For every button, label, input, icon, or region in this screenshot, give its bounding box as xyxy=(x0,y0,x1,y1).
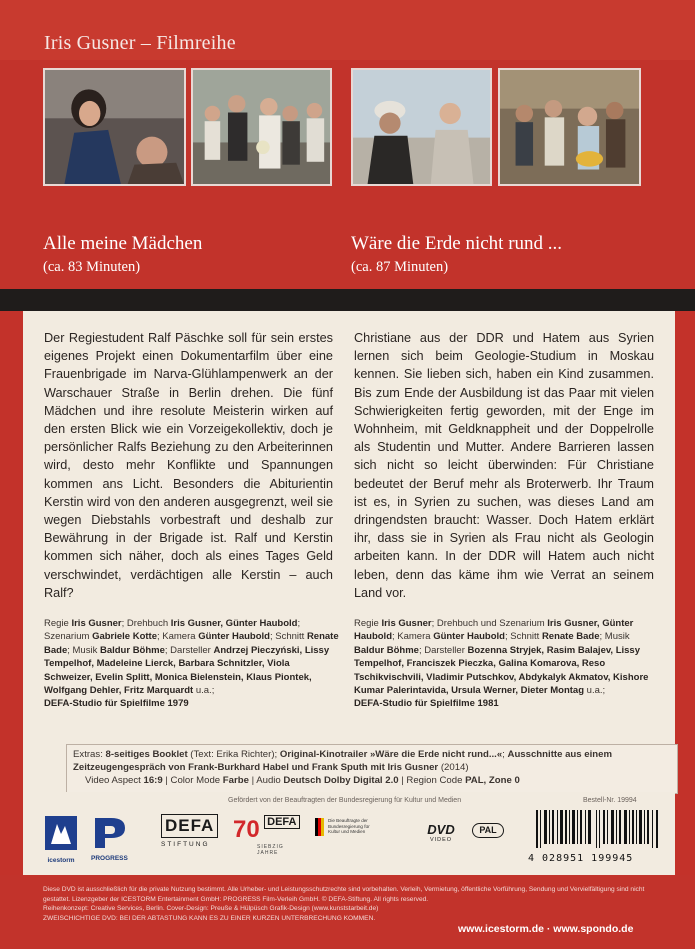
defa70-number: 70 xyxy=(233,816,260,843)
film2-photo-2 xyxy=(498,68,641,186)
eagle-icon xyxy=(315,818,325,836)
barcode xyxy=(528,810,668,870)
order-number: Bestell-Nr. 19994 xyxy=(583,797,637,804)
credit-label: ; Musik xyxy=(599,631,630,643)
extra-booklet-note: (Text: Erika Richter); xyxy=(187,749,280,760)
film2-credits xyxy=(354,617,654,711)
credit-value: Günter Haubold xyxy=(198,631,270,643)
credit-label: u.a.; xyxy=(193,685,215,697)
aspect-label: Video Aspect xyxy=(85,775,144,786)
credit-value: Iris Gusner, Günter Haubold xyxy=(170,618,298,629)
bund-text: Die Beauftragte der Bundesregierung für Kultur und Medien xyxy=(328,818,370,835)
audio-value: Deutsch Dolby Digital 2.0 xyxy=(283,775,399,786)
dvd-video-logo xyxy=(421,822,461,852)
credit-label: ; Drehbuch xyxy=(121,618,169,629)
credit-value: Gabriele Kotte xyxy=(92,631,157,643)
credit-value: Iris Gusner xyxy=(381,618,432,629)
barcode-icon xyxy=(536,810,666,848)
barcode-number: 4 028951 199945 xyxy=(528,853,634,864)
tech-info-box xyxy=(66,744,678,794)
icestorm-icon xyxy=(43,814,79,852)
film2-duration: (ca. 87 Minuten) xyxy=(351,259,449,275)
credit-label: ; Kamera xyxy=(392,631,431,643)
region-label: | Region Code xyxy=(398,775,466,786)
extra-booklet: 8-seitiges Booklet xyxy=(105,749,188,760)
defa70-sub: SIEBZIG JAHRE xyxy=(257,844,284,856)
film2-title: Wäre die Erde nicht rund ... xyxy=(351,233,563,254)
website-links[interactable]: www.icestorm.de · www.spondo.de xyxy=(458,923,634,935)
color-label: | Color Mode xyxy=(162,775,223,786)
credit-label: ; Schnitt xyxy=(504,631,540,643)
film1-duration: (ca. 83 Minuten) xyxy=(43,259,141,275)
film1-credits xyxy=(44,617,339,711)
credit-value: Renate Bade xyxy=(44,631,339,656)
film1-photo-2 xyxy=(191,68,332,186)
credit-label: ; Kamera xyxy=(157,631,196,643)
credit-label: ; Darsteller xyxy=(418,644,465,656)
film2-synopsis: Christiane aus der DDR und Hatem aus Syrien lernen sich beim Geologie-Studium in Moskau kennen. Sie lieben sich, haben ein Kind zusammen. Bis zum Ende der Ausbildung ist das Paar mit vielen Schwierigkeiten fertig geworden, mit der Enge im Wohnheim, mit Geldknappheit und der Doppelrolle als Studentin und Mutter. Andere Barrieren lassen sich nicht so leicht überwinden: Für Christiane bedeutet der Beruf mehr als Broterwerb. Ihr Traum ist es, in Syrien zu suchen, was dieses Land am dringendsten braucht: Wasser. Doch Hatem erklärt ihr, dass sie in Syrien als Frau nicht als Geologin arbeiten kann. In der DDR will Hatem auch nicht leben, denn das käme ihm wie Verrat an seinem Land vor. xyxy=(354,331,654,600)
credit-label: Regie xyxy=(354,618,379,629)
icestorm-logo xyxy=(43,814,79,864)
icestorm-label: icestorm xyxy=(47,857,75,864)
film1-photo-1 xyxy=(43,68,186,186)
defa-stiftung-label: STIFTUNG xyxy=(161,841,210,848)
credit-value: Renate Bade xyxy=(541,631,600,643)
bund-logo xyxy=(315,818,385,858)
progress-label: PROGRESS xyxy=(91,855,128,862)
progress-logo xyxy=(91,814,151,864)
funding-note: Gefördert von der Beauftragten der Bundesregierung für Kultur und Medien xyxy=(228,797,462,804)
credit-label: ; Drehbuch und Szenarium xyxy=(431,618,545,629)
defa-wordmark: DEFA xyxy=(161,814,218,838)
extras-label: Extras: xyxy=(73,749,106,760)
studio: DEFA-Studio für Spielfilme 1979 xyxy=(44,698,189,710)
defa70-wordmark: DEFA xyxy=(264,815,299,829)
credit-label: ; Szenarium xyxy=(44,618,301,643)
credit-value: Günter Haubold xyxy=(433,631,505,643)
defa-stiftung-logo xyxy=(161,814,221,866)
separator: ; xyxy=(502,749,508,760)
color-value: Farbe xyxy=(222,775,249,786)
film1-synopsis: Der Regiestudent Ralf Päschke soll für sein erstes eigenes Projekt einen Dokumentarfilm über eine Frauenbrigade im Narva-Glühlampenwerk an der Warschauer Straße in Berlin drehen. Die fünf Mädchen und ihre resolute Meisterin wirken auf den ersten Blick wie ein Vorzeigekollektiv, doch je persönlicher Ralfs Beziehung zu den Arbeiterinnen wird, desto mehr Konflikte und Spannungen kommen ans Licht. Besonders die Abiturientin Kerstin wird von den anderen ausgegrenzt, weil sie wegen Diebstahls vorbestraft und deshalb zur Bewährung in der Brigade ist. Ralf und Kerstin kommen sich näher, doch als eines Tages Geld verschwindet, verdächtigen alle Kerstin – auch Ralf? xyxy=(44,331,333,600)
legal-text xyxy=(43,885,663,923)
pal-badge: PAL xyxy=(472,823,504,838)
credit-value: Iris Gusner xyxy=(71,618,122,629)
divider-band xyxy=(0,289,695,311)
extra-clips-year: (2014) xyxy=(438,762,469,773)
sponsor-area xyxy=(23,792,675,875)
credit-label: ; Musik xyxy=(67,644,98,656)
credit-value: Baldur Böhme xyxy=(354,644,419,656)
audio-label: | Audio xyxy=(248,775,284,786)
series-header xyxy=(0,0,695,60)
aspect-value: 16:9 xyxy=(143,775,163,786)
extra-clips: Ausschnitte aus einem Zeitzeugengespräch von Frank-Burkhard Habel und Frank Sputh mit Iris Gusner xyxy=(73,749,613,773)
credit-label: ; Darsteller xyxy=(164,644,211,656)
dvd-wordmark: DVD xyxy=(427,822,455,837)
region-value: PAL, Zone 0 xyxy=(465,775,520,786)
credit-value: Baldur Böhme xyxy=(99,644,165,656)
credit-label: u.a.; xyxy=(584,685,606,697)
footer xyxy=(0,875,695,949)
studio: DEFA-Studio für Spielfilme 1981 xyxy=(354,698,499,710)
extra-trailer: Original-Kinotrailer »Wäre die Erde nicht rund...« xyxy=(279,749,503,760)
legal-line-1: Diese DVD ist ausschließlich für die private Nutzung bestimmt. Alle Urheber- und Leistungsschutzrechte sind vorbehalten. Verleih, Vermietung, öffentliche Vorführung, Sendung und Vervielfältigung sind nicht gestattet. Lizenzgeber der ICESTORM Entertainment GmbH: PROGRESS Film-Verleih GmbH. © DEFA-Stiftung. All rights reserved. xyxy=(43,886,645,903)
dvd-video-label: VIDEO xyxy=(429,837,453,843)
legal-line-3: ZWEISCHICHTIGE DVD: BEI DER ABTASTUNG KANN ES ZU EINER KURZEN UNTERBRECHUNG KOMMEN. xyxy=(43,914,376,922)
defa-70-logo xyxy=(233,816,303,864)
credit-label: ; Schnitt xyxy=(269,631,305,643)
credit-value: Bozenna Stryjek, Rasim Balajev, Lissy Tempelhof, Franciszek Pieczka, Galina Komarova, Reso Tschikvischvili, Vladimir Putschkov, Abdykalyk Akmatov, Kishore Kumar Palerintavida, Ursula Werner, Dieter Montag xyxy=(354,644,649,697)
credit-label: Regie xyxy=(44,618,69,629)
content-panel xyxy=(23,311,675,792)
credit-value: Andrzej Pieczyński, Lissy Tempelhof, Madeleine Lierck, Barbara Schnitzler, Viola Schweizer, Evelin Splitt, Monica Bielenstein, Klaus Piontek, Wolfgang Dehler, Fritz Marquardt xyxy=(44,644,330,697)
film1-title: Alle meine Mädchen xyxy=(43,233,203,254)
series-title: Iris Gusner – Filmreihe xyxy=(44,32,236,54)
credit-value: Iris Gusner, Günter Haubold xyxy=(354,618,634,643)
film2-photo-1 xyxy=(351,68,492,186)
progress-icon xyxy=(91,814,131,850)
legal-line-2: Reihenkonzept: Creative Services, Berlin. Cover-Design: Preuße & Hülpüsch Grafik-Design (www.kunststarbeit.de) xyxy=(43,905,379,912)
